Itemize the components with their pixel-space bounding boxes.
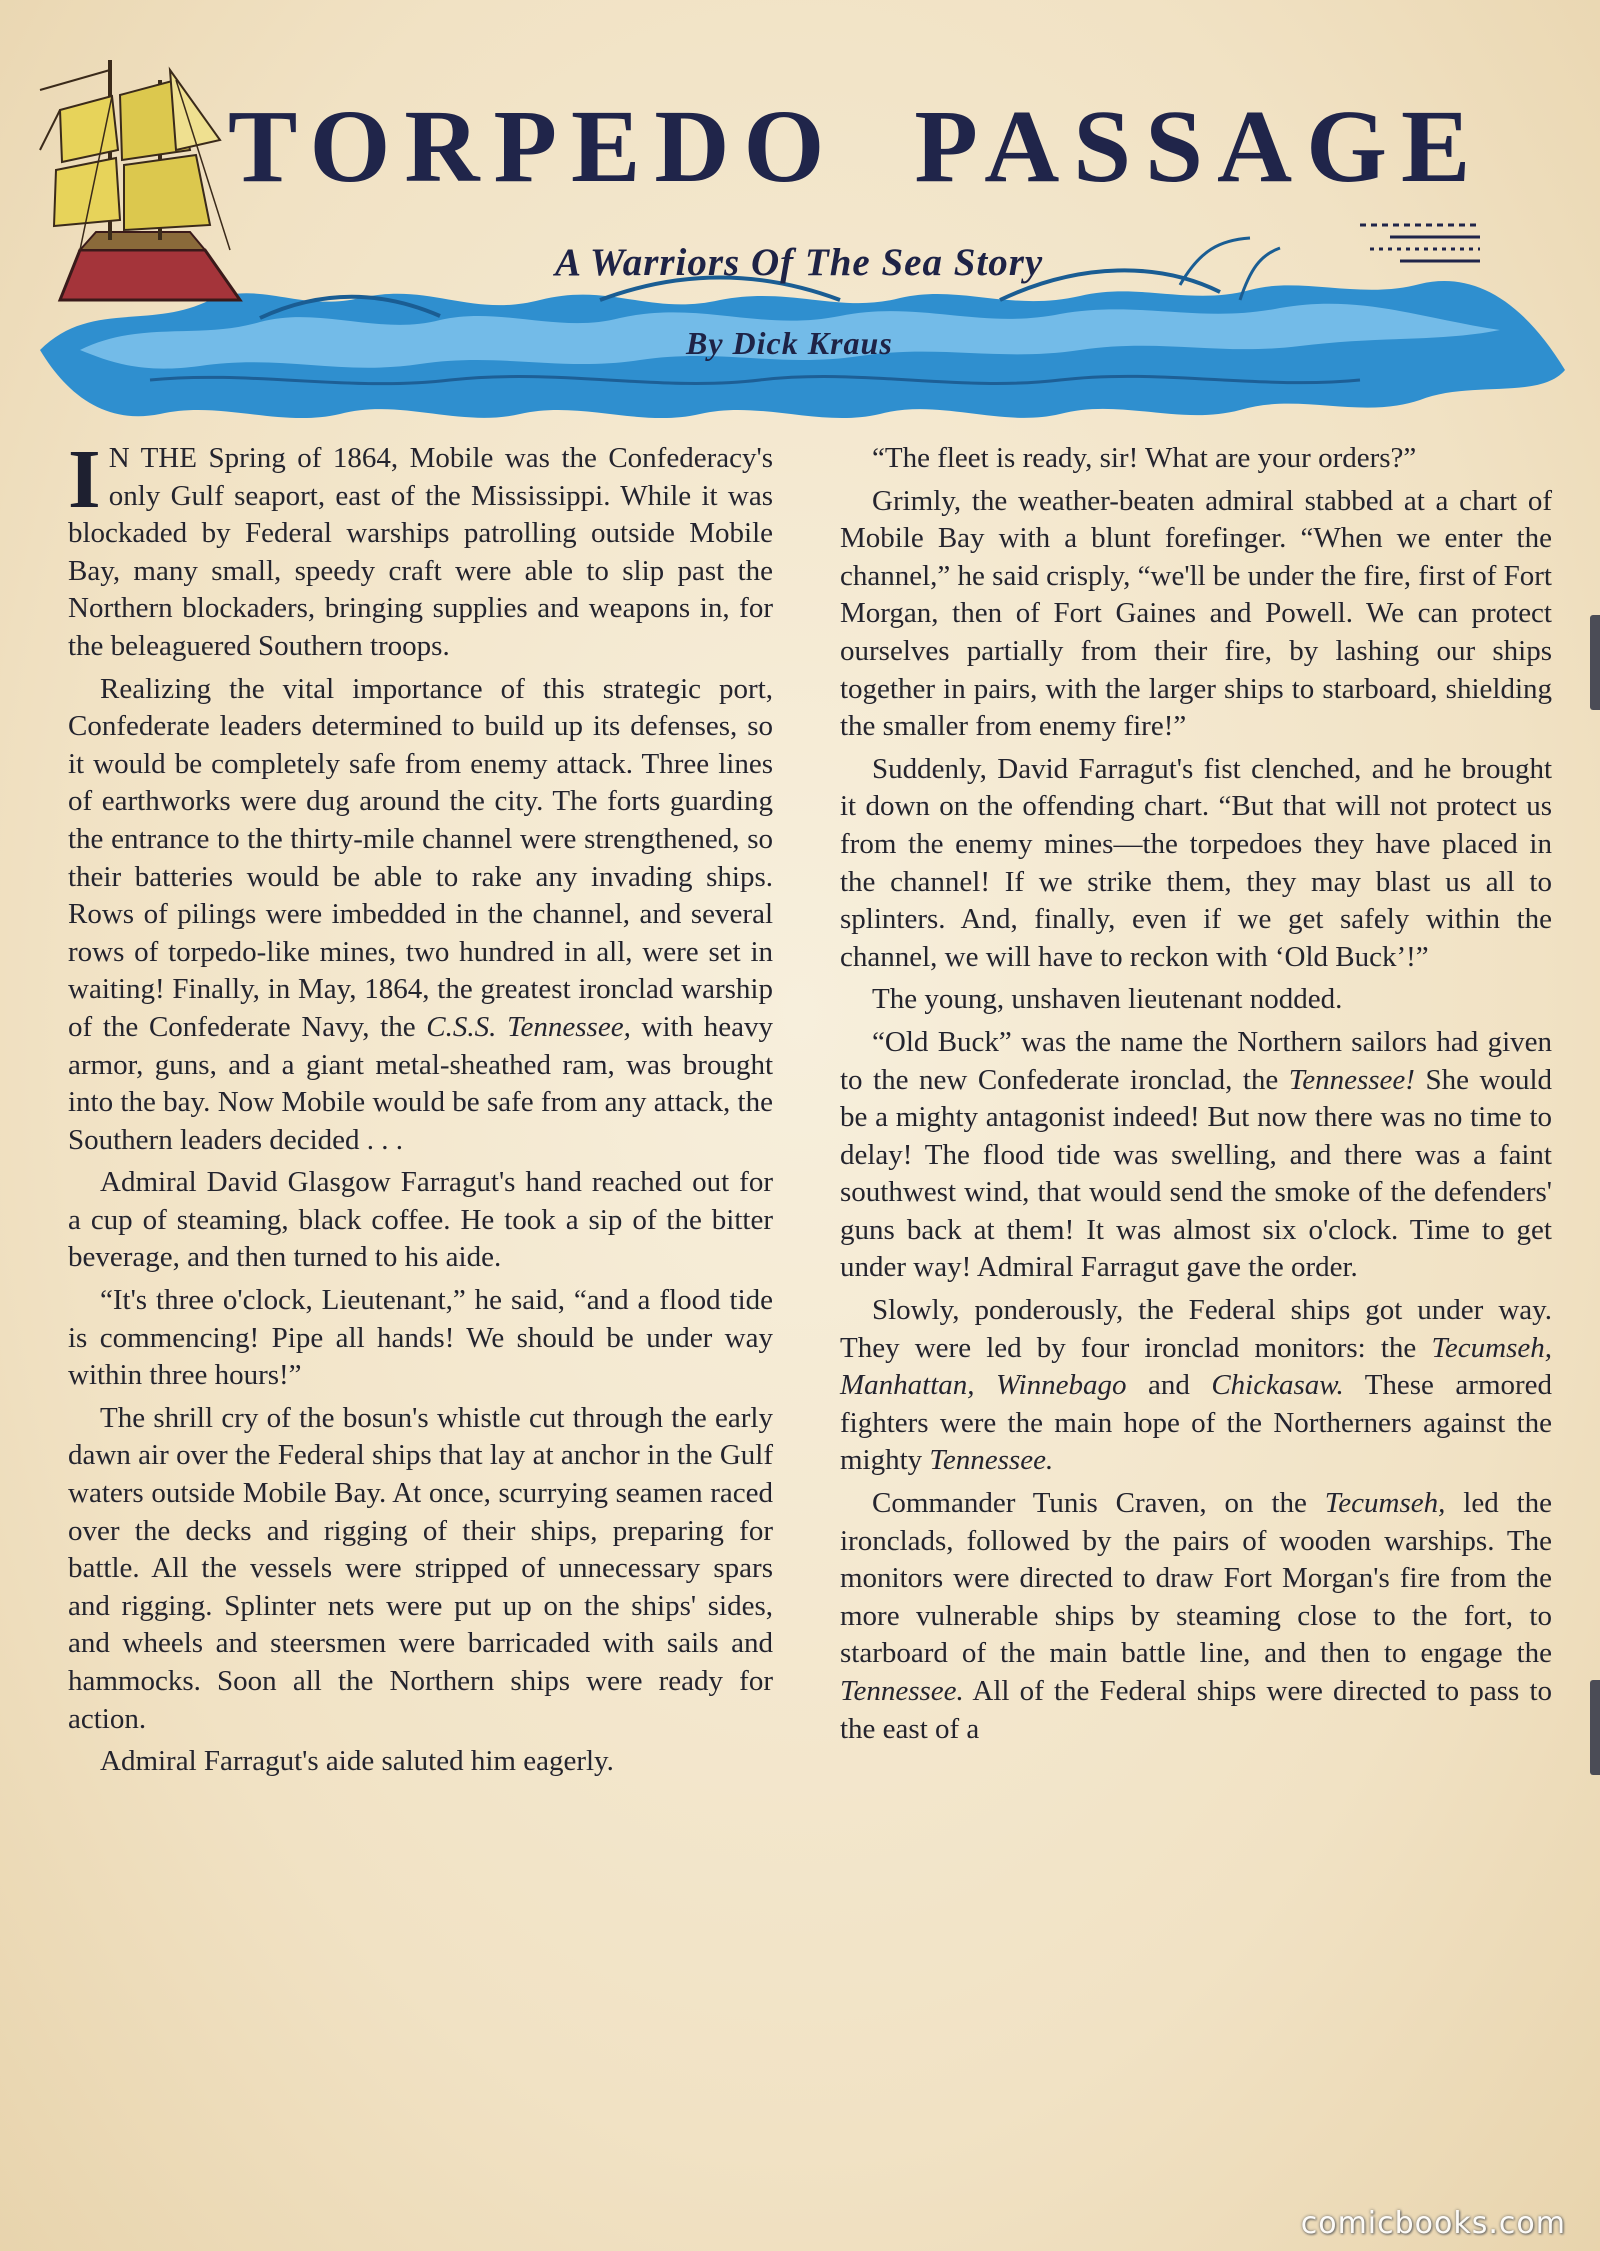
paragraph: The shrill cry of the bosun's whistle cut through the early dawn air over the Federal ships that lay at anchor in the Gulf waters outside Mobile Bay. At once, scurrying seamen raced over the decks and rigging of their ships, preparing for battle. All the vessels were stripped of unnecessary spars and rigging. Splinter nets were put up on the ships' sides, and wheels and steersmen were barricaded with sails and hammocks. Soon all the Northern ships were ready for action. (68, 1401, 773, 1735)
paragraph: Grimly, the weather-beaten admiral stabbed at a chart of Mobile Bay with a blunt forefinger. “When we enter the channel,” he said crisply, “we'll be under the fire, first of Fort Morgan, then of Fort Gaines and Powell. We can protect ourselves partially from their fire, by lashing our ships together in pairs, with the larger ships to starboard, shielding the smaller from enemy fire!” (840, 484, 1552, 743)
ship-icon (40, 60, 240, 300)
text-column-left (68, 433, 774, 1786)
paragraph: Slowly, ponderously, the Federal ships got under way. They were led by four ironclad monitors: the Tecumseh, Manhattan, Winnebago and Chickasaw. These armored fighters were the main hope of the Northerners against the mighty Tennessee. (840, 1294, 1553, 1477)
paragraph: Admiral David Glasgow Farragut's hand reached out for a cup of steaming, black coffee. He took a sip of the bitter beverage, and then turned to his aide. (68, 1166, 773, 1274)
story-subtitle: A Warriors Of The Sea Story (555, 241, 1044, 284)
paragraph: “It's three o'clock, Lieutenant,” he said, “and a flood tide is commencing! Pipe all hands! We should be under way within three hours!” (68, 1284, 773, 1392)
paragraph: “The fleet is ready, sir! What are your orders?” (872, 442, 1417, 474)
drop-cap: I (68, 433, 101, 526)
story-header (0, 0, 1600, 440)
paragraph: “Old Buck” was the name the Northern sailors had given to the new Confederate ironclad, the Tennessee! She would be a mighty antagonist indeed! But now there was no time to delay! The flood tide was swelling, and there was a faint southwest wind, that would send the smoke of the defenders' guns back at them! It was almost six o'clock. Time to get under way! Admiral Farragut gave the order. (840, 1025, 1552, 1284)
story-title: TORPEDO PASSAGE (228, 89, 1485, 204)
paragraph: I N THE Spring of 1864, Mobile was the Confederacy's only Gulf seaport, east of the Mississippi. While it was blockaded by Federal warships patrolling outside Mobile Bay, many small, speedy craft were able to slip past the Northern blockaders, bringing supplies and weapons in, for the beleaguered Southern troops. (68, 433, 773, 662)
paragraph: The young, unshaven lieutenant nodded. (872, 983, 1343, 1016)
paragraph: Commander Tunis Craven, on the Tecumseh, led the ironclads, followed by the pairs of wooden warships. The monitors were directed to draw Fort Morgan's fire from the more vulnerable ships by steaming close to the fort, to starboard of the main battle line, and then to engage the Tennessee. All of the Federal ships were directed to pass to the east of a (840, 1487, 1553, 1745)
site-watermark: comicbooks.com (1300, 2206, 1566, 2241)
paragraph: Suddenly, David Farragut's fist clenched, and he brought it down on the offending chart. “But that will not protect us from the enemy mines—the torpedoes they have placed in the channel! If we strike them, they may blast us all to splinters. And, finally, even if we get safely within the channel, we will have to reckon with ‘Old Buck’!” (840, 752, 1552, 973)
page-edge-tab (1590, 615, 1600, 710)
story-byline: By Dick Kraus (686, 325, 893, 361)
speed-lines-decoration (1350, 215, 1490, 275)
paragraph: Realizing the vital importance of this strategic port, Confederate leaders determined to build up its defenses, so it would be completely safe from enemy attack. Three lines of earthworks were dug around the city. The forts guarding the entrance to the thirty-mile channel were strengthened, so their batteries would be able to rake any invading ships. Rows of pilings were imbedded in the channel, and several rows of torpedo-like mines, two hundred in all, were set in waiting! Finally, in May, 1864, the greatest ironclad warship of the Confederate Navy, the C.S.S. Tennessee, with heavy armor, guns, and a giant metal-sheathed ram, was brought into the bay. Now Mobile would be safe from any attack, the Southern leaders decided . . . (68, 672, 774, 1156)
text-column-right (840, 440, 1552, 1753)
paragraph: Admiral Farragut's aide saluted him eagerly. (100, 1745, 614, 1778)
page-edge-tab (1590, 1680, 1600, 1775)
